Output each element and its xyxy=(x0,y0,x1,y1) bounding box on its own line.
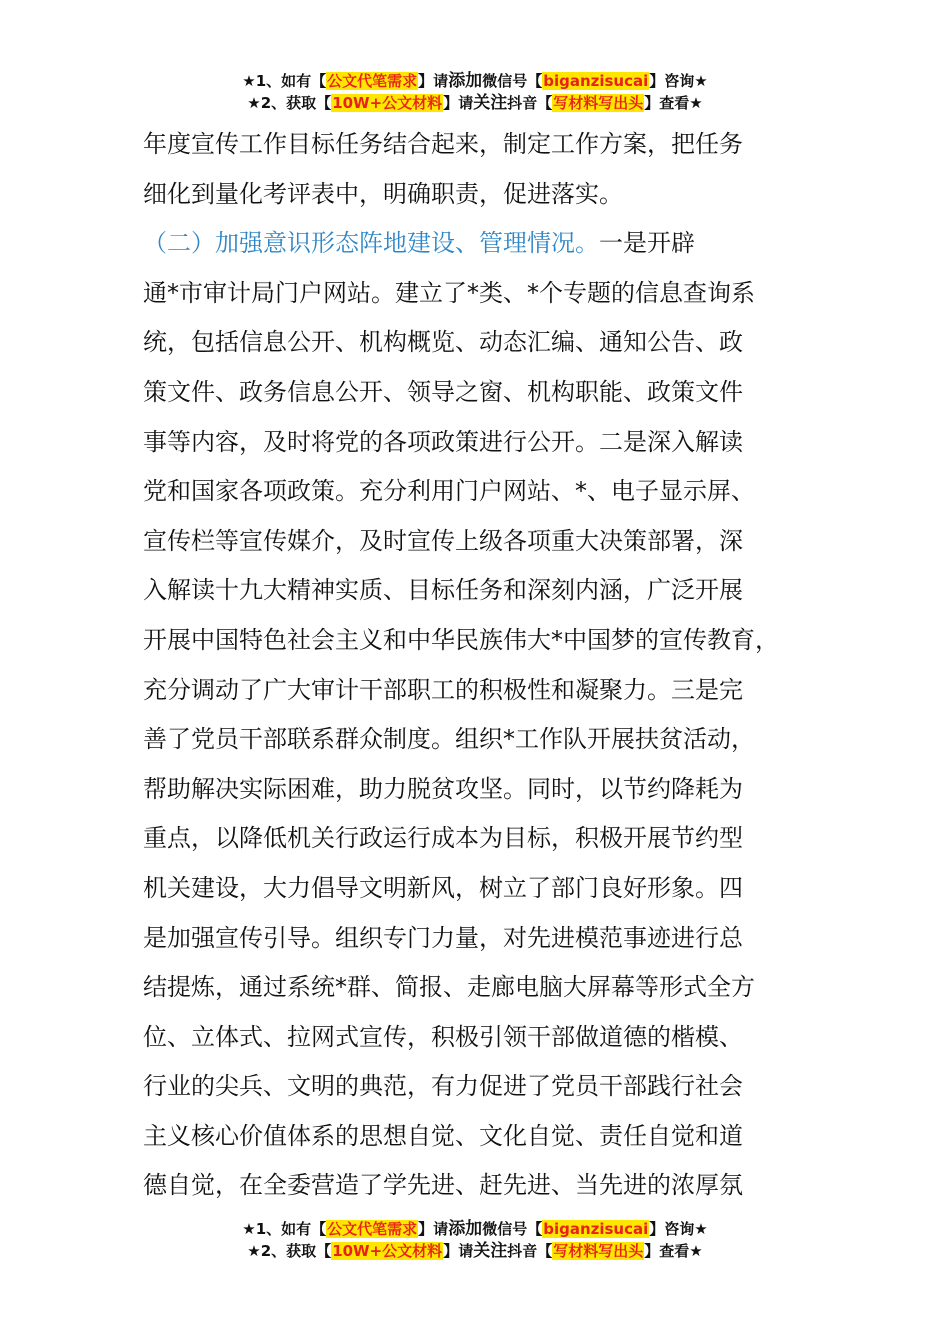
line-text: 年度宣传工作目标任务结合起来，制定工作方案，把任务 xyxy=(143,130,743,158)
line-text: 通*市审计局门户网站。建立了*类、*个专题的信息查询系 xyxy=(143,278,755,307)
line-text: 结提炼，通过系统*群、简报、走廊电脑大屏幕等形式全方 xyxy=(143,973,755,1002)
text-line xyxy=(143,1013,843,1063)
line-text: 机关建设，大力倡导文明新风，树立了部门良好形象。四 xyxy=(143,873,743,902)
banner-highlight: 写材料写出头 xyxy=(553,94,644,112)
line-text: 主义核心价值体系的思想自觉、文化自觉、责任自觉和道 xyxy=(143,1121,743,1150)
banner-text: 】请 xyxy=(443,1242,474,1260)
header-banner xyxy=(0,70,950,114)
banner-text: 】查看★ xyxy=(644,94,703,112)
banner-text: 】请 xyxy=(443,94,474,112)
text-line xyxy=(143,1062,843,1112)
banner-text: 微信号【 xyxy=(482,1220,543,1238)
text-line xyxy=(143,765,843,815)
line-text: 行业的尖兵、文明的典范，有力促进了党员干部践行社会 xyxy=(143,1072,743,1101)
text-line xyxy=(143,467,843,517)
banner-line-2 xyxy=(0,92,950,114)
banner-text: 】查看★ xyxy=(644,1242,703,1260)
text-line xyxy=(143,566,843,616)
line-text: 党和国家各项政策。充分利用门户网站、*、电子显示屏、 xyxy=(143,477,755,506)
banner-text: 】请 xyxy=(418,1220,449,1238)
banner-text: ★1、如有【 xyxy=(242,1220,327,1238)
line-text: 一是开辟 xyxy=(599,229,695,258)
banner-highlight: 公文代笔需求 xyxy=(327,1220,418,1238)
banner-text: 】咨询★ xyxy=(649,72,708,90)
section-heading: （二）加强意识形态阵地建设、管理情况。 xyxy=(143,229,599,258)
banner-highlight: 公文代笔需求 xyxy=(327,72,418,90)
text-line xyxy=(143,963,843,1013)
banner-highlight: 写材料写出头 xyxy=(553,1242,644,1260)
banner-text: 微信号【 xyxy=(482,72,543,90)
line-text: 充分调动了广大审计干部职工的积极性和凝聚力。三是完 xyxy=(143,675,743,704)
banner-line-2 xyxy=(0,1240,950,1262)
banner-text: 】请 xyxy=(418,72,449,90)
footer-banner xyxy=(0,1218,950,1262)
text-line xyxy=(143,666,843,716)
banner-text: ★2、获取【 xyxy=(247,1242,332,1260)
line-text: 重点，以降低机关行政运行成本为目标，积极开展节约型 xyxy=(143,824,743,853)
text-line xyxy=(143,864,843,914)
line-text: 善了党员干部联系群众制度。组织*工作队开展扶贫活动， xyxy=(143,725,755,754)
banner-line-1 xyxy=(0,1218,950,1240)
banner-emphasis: 关注 xyxy=(473,1241,508,1261)
text-line xyxy=(143,368,843,418)
line-text: 是加强宣传引导。组织专门力量，对先进模范事迹进行总 xyxy=(143,923,743,952)
banner-text: 抖音【 xyxy=(507,1242,553,1260)
banner-emphasis: 添加 xyxy=(448,1219,483,1239)
text-line xyxy=(143,1112,843,1162)
banner-text: ★1、如有【 xyxy=(242,72,327,90)
text-line xyxy=(143,1161,843,1211)
line-text: 入解读十九大精神实质、目标任务和深刻内涵，广泛开展 xyxy=(143,576,743,605)
banner-highlight: 10W+公文材料 xyxy=(332,94,443,112)
line-text: 策文件、政务信息公开、领导之窗、机构职能、政策文件 xyxy=(143,377,743,406)
line-text: 开展中国特色社会主义和中华民族伟大*中国梦的宣传教育， xyxy=(143,625,779,654)
text-line xyxy=(143,914,843,964)
text-line xyxy=(143,517,843,567)
banner-highlight: 10W+公文材料 xyxy=(332,1242,443,1260)
line-text: 宣传栏等宣传媒介，及时宣传上级各项重大决策部署，深 xyxy=(143,526,743,555)
banner-highlight: biganzisucai xyxy=(543,72,649,90)
banner-emphasis: 关注 xyxy=(473,93,508,113)
banner-text: ★2、获取【 xyxy=(247,94,332,112)
text-line xyxy=(143,616,843,666)
line-text: 德自觉，在全委营造了学先进、赶先进、当先进的浓厚氛 xyxy=(143,1171,743,1200)
banner-line-1 xyxy=(0,70,950,92)
line-text: 细化到量化考评表中，明确职责，促进落实。 xyxy=(143,179,623,208)
line-text: 统，包括信息公开、机构概览、动态汇编、通知公告、政 xyxy=(143,328,743,357)
banner-text: 抖音【 xyxy=(507,94,553,112)
line-text: 位、立体式、拉网式宣传，积极引领干部做道德的楷模、 xyxy=(143,1022,743,1051)
text-line xyxy=(143,418,843,468)
text-line xyxy=(143,814,843,864)
text-line xyxy=(143,715,843,765)
text-line xyxy=(143,120,843,170)
banner-highlight: biganzisucai xyxy=(543,1220,649,1238)
line-text: 事等内容，及时将党的各项政策进行公开。二是深入解读 xyxy=(143,427,743,456)
document-body xyxy=(143,120,843,1211)
text-line xyxy=(143,219,843,269)
text-line xyxy=(143,269,843,319)
banner-text: 】咨询★ xyxy=(649,1220,708,1238)
line-text: 帮助解决实际困难，助力脱贫攻坚。同时，以节约降耗为 xyxy=(143,774,743,803)
banner-emphasis: 添加 xyxy=(448,71,483,91)
text-line xyxy=(143,318,843,368)
text-line xyxy=(143,170,843,220)
